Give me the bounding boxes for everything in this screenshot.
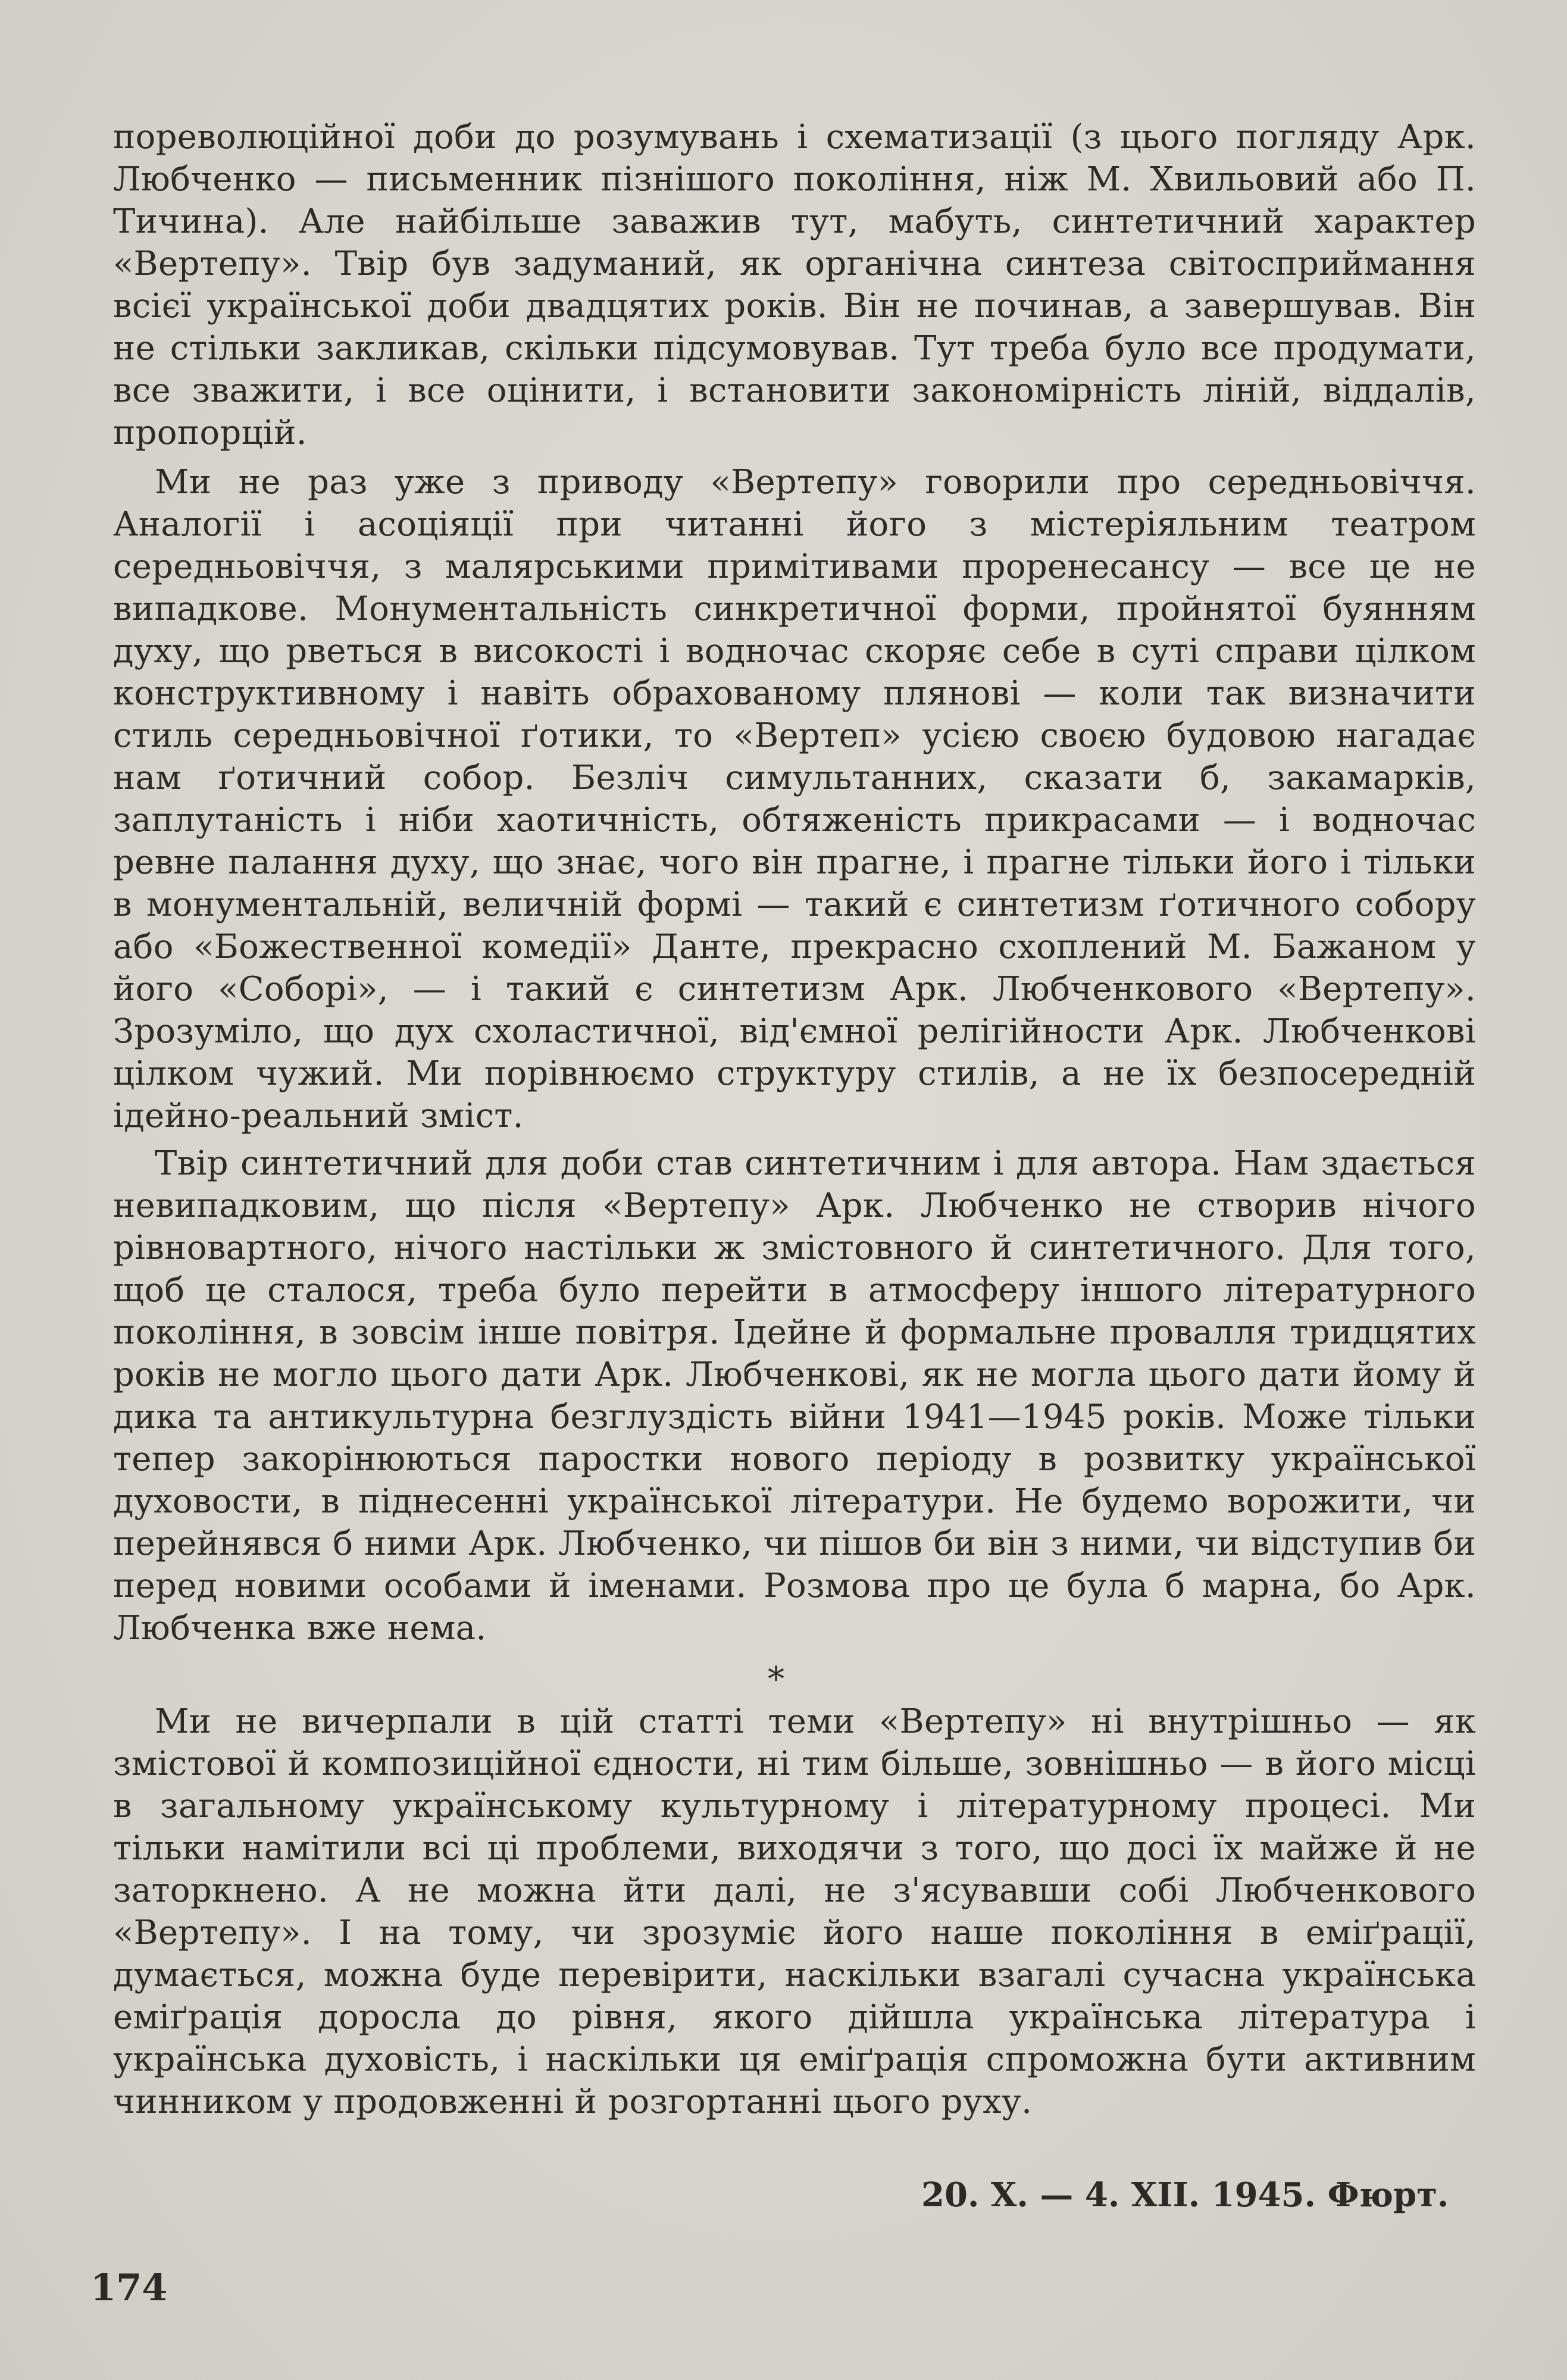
paragraph-medieval-analogy: Ми не раз уже з приводу «Вертепу» говорили про середньовіччя. Аналогії і асоціяції при читанні його з містеріяльним театром середньовіччя, з малярськими примітивами проренесансу — все це не випадкове. Монументальність синкретичної форми, пройнятої буянням духу, що рветься в високості і водночас скоряє себе в суті справи цілком конструктивному і навіть обрахованому плянові — коли так визначити стиль середньовічної ґотики, то «Вертеп» усією своєю будовою нагадає нам ґотичний собор. Безліч симультанних, сказати б, закамарків, заплутаність і ніби хаотичність, обтяженість прикрасами — і водночас ревне палання духу, що знає, чого він прагне, і прагне тільки його і тільки в монументальній, величній формі — такий є синтетизм ґотичного собору або «Божественної комедії» Данте, прекрасно схоплений М. Бажаном у його «Соборі», — і такий є синтетизм Арк. Любченкового «Вертепу». Зрозуміло, що дух схоластичної, від'ємної релігійности Арк. Любченкові цілком чужий. Ми порівнюємо структуру стилів, а не їх безпосередній ідейно-реальний зміст. <box>113 463 1476 1135</box>
page-number: 174 <box>90 2266 168 2309</box>
paragraph-block-1 <box>113 116 1476 454</box>
paragraph-conclusion: Ми не вичерпали в цій статті теми «Вертепу» ні внутрішньо — як змістової й композиційної єдности, ні тим більше, зовнішньо — в його місці в загальному українському культурному і літературному процесі. Ми тільки намітили всі ці проблеми, виходячи з того, що досі їх майже й не заторкнено. А не можна йти далі, не з'ясувавши собі Любченкового «Вертепу». І на тому, чи зрозуміє його наше покоління в еміґрації, думається, можна буде перевірити, наскільки взагалі сучасна українська еміґрація доросла до рівня, якого дійшла українська література і українська духовість, і наскільки ця еміґрація спроможна бути активним чинником у продовженні й розгортанні цього руху. <box>113 1702 1476 2121</box>
paragraph-synthetic-work: Твір синтетичний для доби став синтетичним і для автора. Нам здається невипадковим, що після «Вертепу» Арк. Любченко не створив нічого рівновартного, нічого настільки ж змістовного й синтетичного. Для того, щоб це сталося, треба було перейти в атмосферу іншого літературного покоління, в зовсім інше повітря. Ідейне й формальне провалля тридцятих років не могло цього дати Арк. Любченкові, як не могла цього дати йому й дика та антикультурна безглуздість війни 1941—1945 років. Може тільки тепер закорінюються паростки нового періоду в розвитку української духовости, в піднесенні української літератури. Не будемо ворожити, чи перейнявся б ними Арк. Любченко, чи пішов би він з ними, чи відступив би перед новими особами й іменами. Розмова про це була б марна, бо Арк. Любченка вже нема. <box>113 1144 1476 1648</box>
date-place-signature: 20. X. — 4. XII. 1945. Фюрт. <box>921 2175 1449 2215</box>
paragraph-block-3 <box>113 1142 1476 1649</box>
section-separator-asterisk: * <box>768 1660 784 1699</box>
paragraph-block-2 <box>113 461 1476 1137</box>
paragraph-block-4 <box>113 1701 1476 2123</box>
paragraph-continuation: пореволюційної доби до розумувань і схематизації (з цього погляду Арк. Любченко — письменник пізнішого покоління, ніж М. Хвильовий або П. Тичина). Але найбільше заважив тут, мабуть, синтетичний характер «Вертепу». Твір був задуманий, як органічна синтеза світосприймання всієї української доби двадцятих років. Він не починав, а завершував. Він не стільки закликав, скільки підсумовував. Тут треба було все продумати, все зважити, і все оцінити, і встановити закономірність ліній, віддалів, пропорцій. <box>113 118 1476 452</box>
